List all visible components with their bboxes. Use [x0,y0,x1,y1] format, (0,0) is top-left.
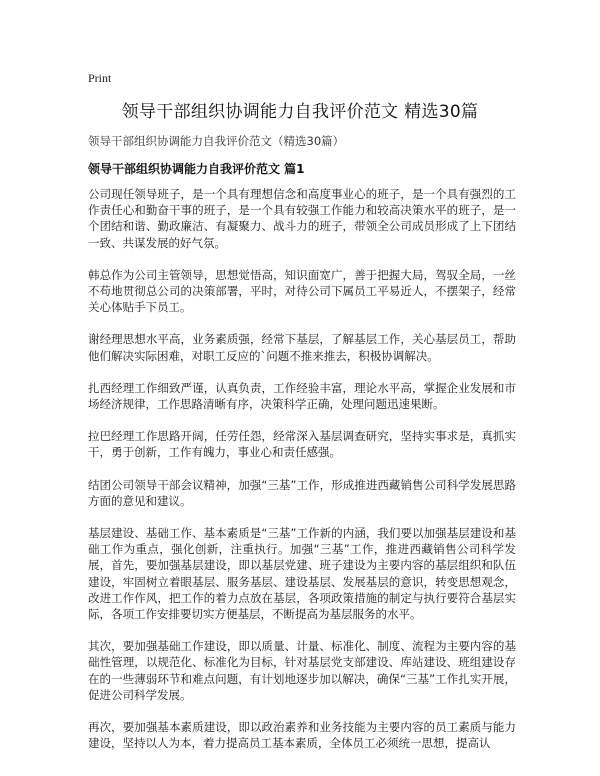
paragraph: 韩总作为公司主管领导，思想觉悟高，知识面宽广，善于把握大局，驾驭全局，一丝不苟地贯彻总公司的决策部署，平时，对待公司下属员工平易近人，不摆架子，经常关心体贴手下员工。 [88,267,516,315]
paragraph: 扎西经理工作细致严谨，认真负责，工作经验丰富，理论水平高，掌握企业发展和市场经济规律，工作思路清晰有序，决策科学正确，处理问题迅速果断。 [88,380,516,412]
paragraph: 公司现任领导班子，是一个具有理想信念和高度事业心的班子，是一个具有强烈的工作责任心和勤奋干事的班子，是一个具有较强工作能力和较高决策水平的班子，是一个团结和谐、勤政廉洁、有凝聚力、战斗力的班子，带领全公司成员形成了上下团结一致、共谋发展的好气氛。 [88,187,516,250]
paragraph: 基层建设、基础工作、基本素质是“三基”工作新的内涵，我们要以加强基层建设和基础工作为重点，强化创新，注重执行。加强“三基”工作，推进西藏销售公司科学发展，首先，要加强基层建设，即以基层党建、班子建设为主要内容的基层组织和队伍建设，牢固树立着眼基层、服务基层、建设基层、发展基层的意识，转变思想观念，改进工作作风，把工作的着力点放在基层，各项政策措施的制定与执行要符合基层实际，各项工作安排要切实方便基层，不断提高为基层服务的水平。 [88,526,516,622]
paragraph: 其次，要加强基础工作建设，即以质量、计量、标准化、制度、流程为主要内容的基础性管理，以规范化、标准化为目标，针对基层党支部建设、库站建设、班组建设存在的一些薄弱环节和难点问题，有计划地逐步加以解决，确保“三基”工作扎实开展，促进公司科学发展。 [88,639,516,702]
paragraph: 谢经理思想水平高，业务素质强，经常下基层，了解基层工作，关心基层员工，帮助他们解决实际困难，对职工反应的`问题不推来推去，积极协调解决。 [88,332,516,363]
document-body [88,186,516,767]
document-subtitle: 领导干部组织协调能力自我评价范文（精选30篇） [88,134,345,148]
paragraph: 再次，要加强基本素质建设，即以政治素养和业务技能为主要内容的员工素质与能力建设，坚持以人为本，着力提高员工基本素质，全体员工必须统一思想，提高认 [88,720,516,751]
paragraph: 拉巴经理工作思路开阔，任劳任怨，经常深入基层调查研究，坚持实事求是，真抓实干，勇于创新，工作有魄力，事业心和责任感强。 [88,429,516,460]
section-heading: 领导干部组织协调能力自我评价范文 篇1 [88,162,305,176]
print-link[interactable]: Print [88,71,112,85]
document-title: 领导干部组织协调能力自我评价范文 精选30篇 [121,102,479,122]
paragraph: 结团公司领导干部会议精神，加强“三基”工作，形成推进西藏销售公司科学发展思路方面的意见和建议。 [88,477,516,508]
